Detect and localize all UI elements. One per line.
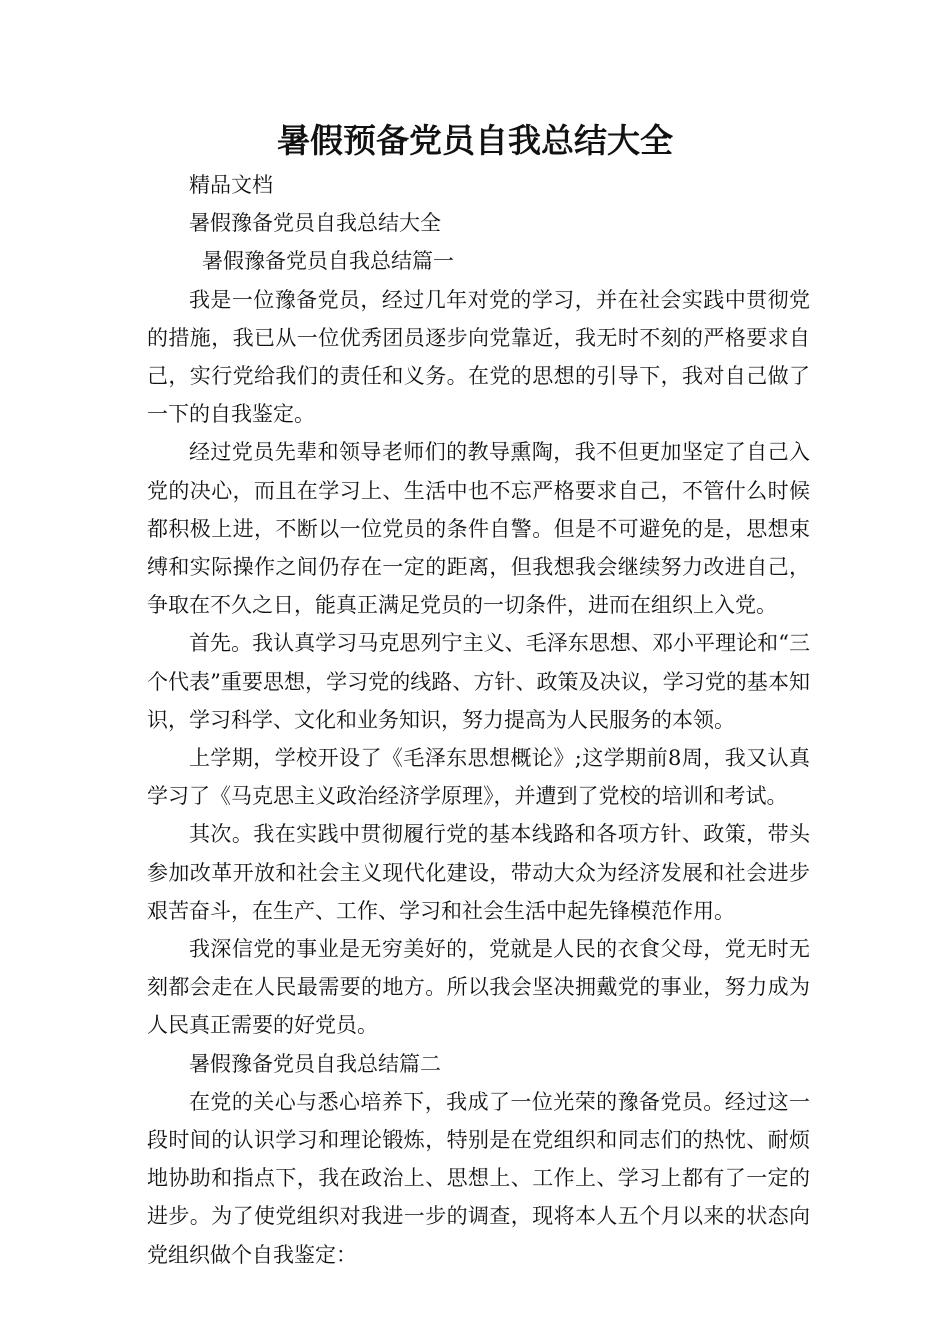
- watermark-label: 精品文档: [189, 173, 273, 197]
- paragraph: 在党的关心与悉心培养下，我成了一位光荣的豫备党员。经过这一段时间的认识学习和理论锻炼，特别是在党组织和同志们的热忱、耐烦地协助和指点下，我在政治上、思想上、工作上、学习上都有了一定的进步。为了使党组织对我进一步的调查，现将本人五个月以来的状态向党组织做个自我鉴定：: [147, 1089, 810, 1267]
- paragraph: 首先。我认真学习马克思列宁主义、毛泽东思想、邓小平理论和“三个代表”重要思想，学习党的线路、方针、政策及决议，学习党的基本知识，学习科学、文化和业务知识，努力提高为人民服务的本领。: [147, 631, 810, 732]
- subtitle: 暑假豫备党员自我总结大全: [189, 211, 441, 236]
- document-body: [147, 166, 810, 1274]
- paragraph: 其次。我在实践中贯彻履行党的基本线路和各项方针、政策，带头参加改革开放和社会主义现代化建设，带动大众为经济发展和社会进步艰苦奋斗，在生产、工作、学习和社会生活中起先锋模范作用。: [147, 822, 810, 923]
- paragraph: 上学期，学校开设了《毛泽东思想概论》;这学期前8周，我又认真学习了《马克思主义政治经济学原理》，并遭到了党校的培训和考试。: [147, 746, 810, 809]
- document-title: 暑假预备党员自我总结大全: [277, 121, 673, 160]
- section-heading-2: 暑假豫备党员自我总结篇二: [189, 1051, 441, 1076]
- section-heading-1: 暑假豫备党员自我总结篇一: [202, 249, 454, 274]
- paragraph: 我是一位豫备党员，经过几年对党的学习，并在社会实践中贯彻党的措施，我已从一位优秀团员逐步向党靠近，我无时不刻的严格要求自己，实行党给我们的责任和义务。在党的思想的引导下，我对自己做了一下的自我鉴定。: [147, 287, 810, 427]
- paragraph: 经过党员先辈和领导老师们的教导熏陶，我不但更加坚定了自己入党的决心，而且在学习上、生活中也不忘严格要求自己，不管什么时候都积极上进，不断以一位党员的条件自警。但是不可避免的是，思想束缚和实际操作之间仍存在一定的距离，但我想我会继续努力改进自己，争取在不久之日，能真正满足党员的一切条件，进而在组织上入党。: [147, 440, 810, 618]
- paragraph: 我深信党的事业是无穷美好的，党就是人民的衣食父母，党无时无刻都会走在人民最需要的地方。所以我会坚决拥戴党的事业，努力成为人民真正需要的好党员。: [147, 937, 810, 1038]
